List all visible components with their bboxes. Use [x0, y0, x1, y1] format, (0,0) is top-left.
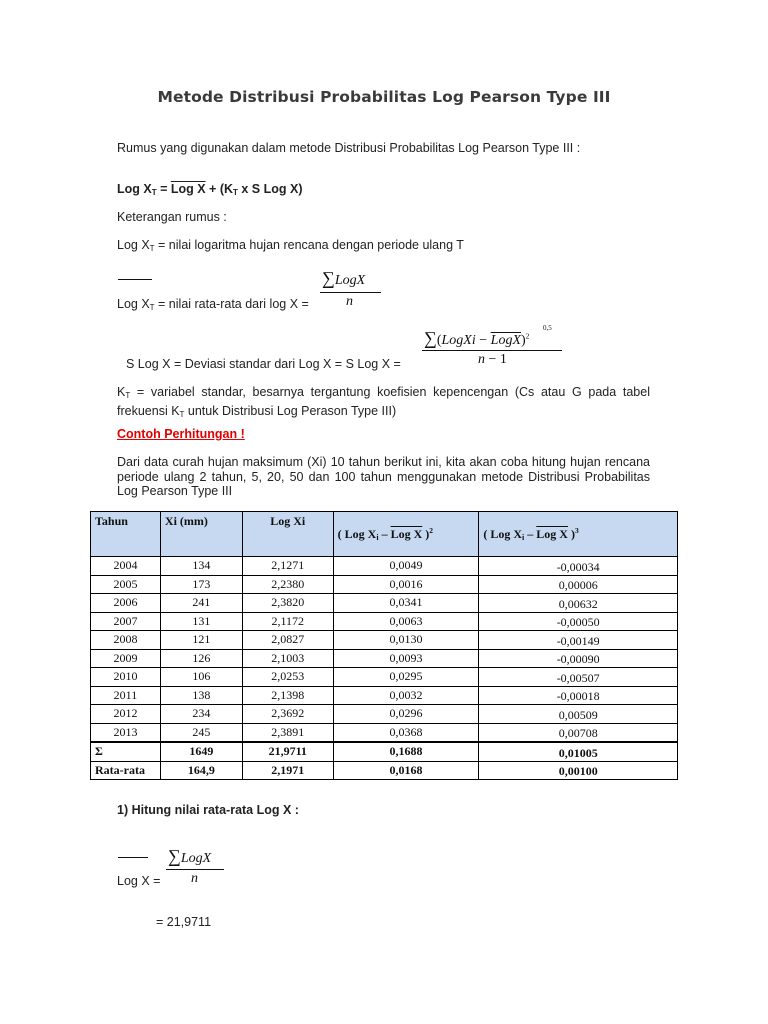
- table-row: [91, 594, 678, 613]
- table-cell: 2,1398: [242, 686, 333, 705]
- table-cell: 2006: [91, 594, 161, 613]
- step1-heading: 1) Hitung nilai rata-rata Log X :: [117, 803, 299, 817]
- sd-power: 0,5: [543, 324, 552, 332]
- table-row-sum: Σ 1649 21,9711 0,1688 0,01005: [91, 742, 678, 761]
- main-formula: [117, 182, 303, 197]
- definition-mean: [117, 297, 309, 312]
- table-cell: 2013: [91, 723, 161, 742]
- table-cell: 0,0341: [333, 594, 479, 613]
- table-cell: 0,0296: [333, 705, 479, 724]
- table-cell: 134: [160, 557, 242, 576]
- formula-eq: =: [156, 182, 171, 196]
- table-cell: 0,0063: [333, 612, 479, 631]
- contoh-paragraph: Dari data curah hujan maksimum (Xi) 10 tahun berikut ini, kita akan coba hitung hujan rencana periode ulang 2 tahun, 5, 20, 50 dan 100 tahun menggunakan metode Distribusi Probabilitas Log Pearson Type III: [117, 455, 650, 498]
- table-cell: 0,0130: [333, 631, 479, 650]
- table-cell: 245: [160, 723, 242, 742]
- sd-term-a: LogXi: [441, 333, 476, 348]
- sd-fraction-numerator: [424, 328, 529, 349]
- table-cell: 2005: [91, 575, 161, 594]
- table-cell: -0,00018: [479, 686, 678, 705]
- table-cell: 2012: [91, 705, 161, 724]
- table-row: [91, 705, 678, 724]
- table-cell: 0,00006: [479, 575, 678, 594]
- table-body: [91, 557, 678, 780]
- sd-den-rest: − 1: [485, 352, 507, 367]
- mean-fraction-denominator: n: [346, 294, 353, 309]
- step1-fraction-denominator: n: [191, 871, 198, 886]
- def2-sub: T: [149, 303, 155, 312]
- table-cell: 2004: [91, 557, 161, 576]
- def1-pre: Log X: [117, 238, 150, 252]
- sd-open-paren: (: [436, 333, 442, 348]
- step1-fraction-numerator: ∑LogX: [168, 846, 212, 866]
- table-cell: -0,00507: [479, 668, 678, 687]
- def2-pre: Log X: [117, 297, 150, 311]
- mean-fraction-numerator: [322, 268, 365, 289]
- table-cell: 121: [160, 631, 242, 650]
- mean-fraction-line: [320, 292, 381, 293]
- table-row: [91, 631, 678, 650]
- table-cell: 2,3820: [242, 594, 333, 613]
- table-row: [91, 557, 678, 576]
- table-row: [91, 649, 678, 668]
- sd-den-n: n: [478, 352, 485, 367]
- table-cell: -0,00034: [479, 557, 678, 576]
- table-cell: 0,0093: [333, 649, 479, 668]
- table-cell: 126: [160, 649, 242, 668]
- sd-fraction-line: [422, 350, 562, 351]
- table-cell: 138: [160, 686, 242, 705]
- table-cell: 2,0253: [242, 668, 333, 687]
- formula-lhs-sub: T: [151, 188, 157, 197]
- formula-kt-sub: T: [233, 188, 238, 197]
- table-cell: 106: [160, 668, 242, 687]
- table-cell: 2,1271: [242, 557, 333, 576]
- sd-close-paren: ): [521, 333, 526, 348]
- mean-bar-dash: [118, 279, 152, 280]
- header-dev-squared: ( Log $X_i$ – Log X )$^2$: [333, 512, 479, 557]
- sigma-symbol: ∑: [424, 328, 437, 348]
- formula-rest-close: x S Log X): [237, 182, 303, 196]
- sd-term-b: LogX: [490, 333, 521, 348]
- step1-fraction-line: [166, 869, 224, 870]
- formula-rest: + (K: [205, 182, 234, 196]
- table-cell: 2009: [91, 649, 161, 668]
- data-table: [90, 511, 678, 780]
- table-cell: -0,00090: [479, 649, 678, 668]
- table-row: [91, 723, 678, 742]
- def2-post: = nilai rata-rata dari log X =: [154, 297, 309, 311]
- definition-sd: S Log X = Deviasi standar dari Log X = S Log X =: [126, 357, 401, 371]
- table-cell: -0,00050: [479, 612, 678, 631]
- table-row: [91, 668, 678, 687]
- table-cell: 2,1003: [242, 649, 333, 668]
- table-cell: 2,3891: [242, 723, 333, 742]
- formula-lhs: Log X: [117, 182, 152, 196]
- kt-paragraph: $K_T$ = variabel standar, besarnya tergantung koefisien kepencengan (Cs atau G pada tabel frekuensi $K_T$ untuk Distribusi Log Perason Type III): [117, 385, 650, 419]
- table-cell: 0,00509: [479, 705, 678, 724]
- table-cell: 2007: [91, 612, 161, 631]
- table-cell: 131: [160, 612, 242, 631]
- def1-post: = nilai logaritma hujan rencana dengan periode ulang T: [154, 238, 464, 252]
- sd-exp: 2: [525, 331, 530, 341]
- table-row: [91, 686, 678, 705]
- table-cell: 0,00632: [479, 594, 678, 613]
- header-logxi: Log Xi: [242, 512, 333, 557]
- step1-bar-dash: [118, 857, 148, 858]
- sigma-symbol: ∑: [322, 268, 335, 288]
- header-dev-cubed: ( Log $X_i$ – Log X )$^3$: [479, 512, 678, 557]
- contoh-heading: Contoh Perhitungan !: [117, 427, 245, 441]
- page-title: Metode Distribusi Probabilitas Log Pearson Type III: [157, 88, 611, 106]
- table-cell: 2008: [91, 631, 161, 650]
- step1-result: = 21,9711: [156, 915, 212, 929]
- header-xi: Xi (mm): [160, 512, 242, 557]
- frac-mean-num: LogX: [334, 273, 366, 288]
- def1-sub: T: [149, 244, 155, 253]
- table-cell: 0,0295: [333, 668, 479, 687]
- table-cell: 2,2380: [242, 575, 333, 594]
- table-row-average: Rata-rata 164,9 2,1971 0,0168 0,00100: [91, 761, 678, 780]
- table-cell: 2,0827: [242, 631, 333, 650]
- table-header-row: [91, 512, 678, 557]
- header-tahun: Tahun: [91, 512, 161, 557]
- table-cell: 173: [160, 575, 242, 594]
- table-cell: 241: [160, 594, 242, 613]
- table-cell: 0,0016: [333, 575, 479, 594]
- table-cell: 0,0368: [333, 723, 479, 742]
- table-cell: 2011: [91, 686, 161, 705]
- table-cell: 0,00708: [479, 723, 678, 742]
- table-cell: 2,3692: [242, 705, 333, 724]
- table-cell: 0,0049: [333, 557, 479, 576]
- definition-logxt: [117, 238, 464, 253]
- formula-logx-bar: Log X: [170, 182, 206, 196]
- keterangan-label: Keterangan rumus :: [117, 210, 227, 224]
- table-row: [91, 612, 678, 631]
- sd-minus: −: [475, 333, 491, 348]
- table-row: [91, 575, 678, 594]
- table-cell: 234: [160, 705, 242, 724]
- step1-lhs: Log X =: [117, 874, 161, 888]
- table-cell: 0,0032: [333, 686, 479, 705]
- table-cell: 2,1172: [242, 612, 333, 631]
- sd-fraction-denominator: [478, 352, 507, 368]
- table-cell: 2010: [91, 668, 161, 687]
- intro-text: Rumus yang digunakan dalam metode Distribusi Probabilitas Log Pearson Type III :: [117, 141, 581, 155]
- table-cell: -0,00149: [479, 631, 678, 650]
